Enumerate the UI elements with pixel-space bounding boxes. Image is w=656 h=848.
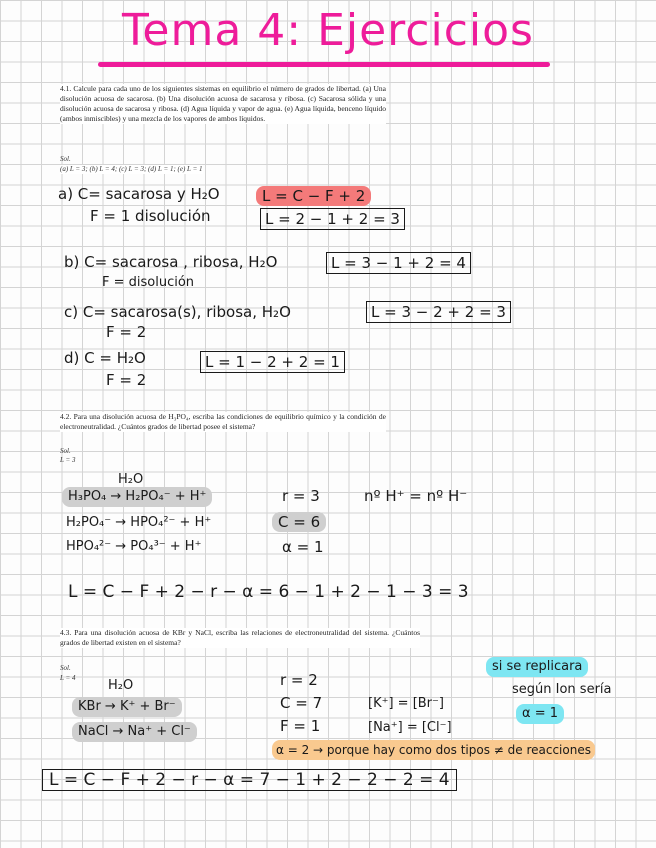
exercise-4-3-sol-value: L = 4 xyxy=(60,674,76,682)
ex43-formula: L = C − F + 2 − r − α = 7 − 1 + 2 − 2 − 2 = 4 xyxy=(42,769,457,791)
ex43-alpha-explanation: α = 2 → porque hay como dos tipos ≠ de reacciones xyxy=(272,740,595,760)
ex41-c-result: L = 3 − 2 + 2 = 3 xyxy=(366,301,511,323)
ex42-r-value: r = 3 xyxy=(282,487,320,505)
ex43-f-value: F = 1 xyxy=(280,717,321,735)
ex42-reaction-2: H₂PO₄⁻ → HPO₄²⁻ + H⁺ xyxy=(66,515,212,530)
ex41-a-phases: F = 1 disolución xyxy=(90,207,211,225)
exercise-4-2-statement: 4.2. Para una disolución acuosa de H₃PO₄, escriba las condiciones de equilibrio químico y la condición de electroneutralidad. ¿Cuántos grados de libertad posee el sistema? xyxy=(60,412,386,431)
exercise-4-3-sol-label: Sol. xyxy=(60,664,71,672)
ex43-solvent: H₂O xyxy=(108,678,134,693)
exercise-4-1-sol-values: (a) L = 3; (b) L = 4; (c) L = 3; (d) L = 1; (e) L = 1 xyxy=(60,165,203,173)
exercise-4-3-statement: 4.3. Para una disolución acuosa de KBr y NaCl, escriba las relaciones de electroneutralidad del sistema. ¿Cuántos grados de libertad existen en el sistema? xyxy=(60,628,420,647)
ex42-reaction-3: HPO₄²⁻ → PO₄³⁻ + H⁺ xyxy=(66,539,202,554)
ex42-solvent: H₂O xyxy=(118,472,144,487)
ex41-c-components: c) C= sacarosa(s), ribosa, H₂O xyxy=(64,303,291,321)
ex41-b-phases: F = disolución xyxy=(102,275,195,290)
ex43-reaction-2: NaCl → Na⁺ + Cl⁻ xyxy=(72,722,197,742)
ex43-c-value: C = 7 xyxy=(280,694,323,712)
page-title: Tema 4: Ejercicios xyxy=(122,5,534,56)
ex41-d-components: d) C = H₂O xyxy=(64,349,146,367)
ex41-b-result: L = 3 − 1 + 2 = 4 xyxy=(326,252,471,274)
ex43-note-alpha: α = 1 xyxy=(516,704,564,724)
ex42-reaction-1: H₃PO₄ → H₂PO₄⁻ + H⁺ xyxy=(62,487,212,507)
exercise-4-2-sol-label: Sol. xyxy=(60,447,71,455)
ex42-c-value: C = 6 xyxy=(272,512,326,532)
ex42-electroneutrality: nº H⁺ = nº H⁻ xyxy=(364,487,468,505)
title-underline xyxy=(98,62,550,67)
ex41-d-phases: F = 2 xyxy=(106,371,147,389)
exercise-4-2-sol-value: L = 3 xyxy=(60,456,76,464)
ex43-reaction-1: KBr → K⁺ + Br⁻ xyxy=(72,697,182,717)
ex43-note-line-2: según Ion sería xyxy=(512,682,612,697)
ex41-a-result: L = 2 − 1 + 2 = 3 xyxy=(260,208,405,230)
ex43-electroneutrality-2: [Na⁺] = [Cl⁻] xyxy=(368,720,452,735)
ex43-r-value: r = 2 xyxy=(280,671,318,689)
ex41-d-result: L = 1 − 2 + 2 = 1 xyxy=(200,351,345,373)
exercise-4-1-sol-label: Sol. xyxy=(60,155,71,163)
ex41-a-formula: L = C − F + 2 xyxy=(256,186,371,206)
ex41-c-phases: F = 2 xyxy=(106,323,147,341)
ex42-formula: L = C − F + 2 − r − α = 6 − 1 + 2 − 1 − 3 = 3 xyxy=(68,582,469,602)
ex43-note-line-1: si se replicara xyxy=(486,657,588,677)
ex41-a-components: a) C= sacarosa y H₂O xyxy=(58,185,220,203)
exercise-4-1-statement: 4.1. Calcule para cada uno de los siguientes sistemas en equilibrio el número de grados de libertad. (a) Una disolución acuosa de sacarosa. (b) Una disolución acuosa de sacarosa y ribosa. (c) Sacarosa sólida y una disolución acuosa de sacarosa y ribosa. (d) Agua líquida y vapor de agua. (e) Agua líquida, benceno líquido (ambos inmiscibles) y una mezcla de los vapores de ambos líquidos. xyxy=(60,84,386,123)
ex43-electroneutrality-1: [K⁺] = [Br⁻] xyxy=(368,696,444,711)
ex42-alpha-value: α = 1 xyxy=(282,538,324,556)
ex41-b-components: b) C= sacarosa , ribosa, H₂O xyxy=(64,253,278,271)
